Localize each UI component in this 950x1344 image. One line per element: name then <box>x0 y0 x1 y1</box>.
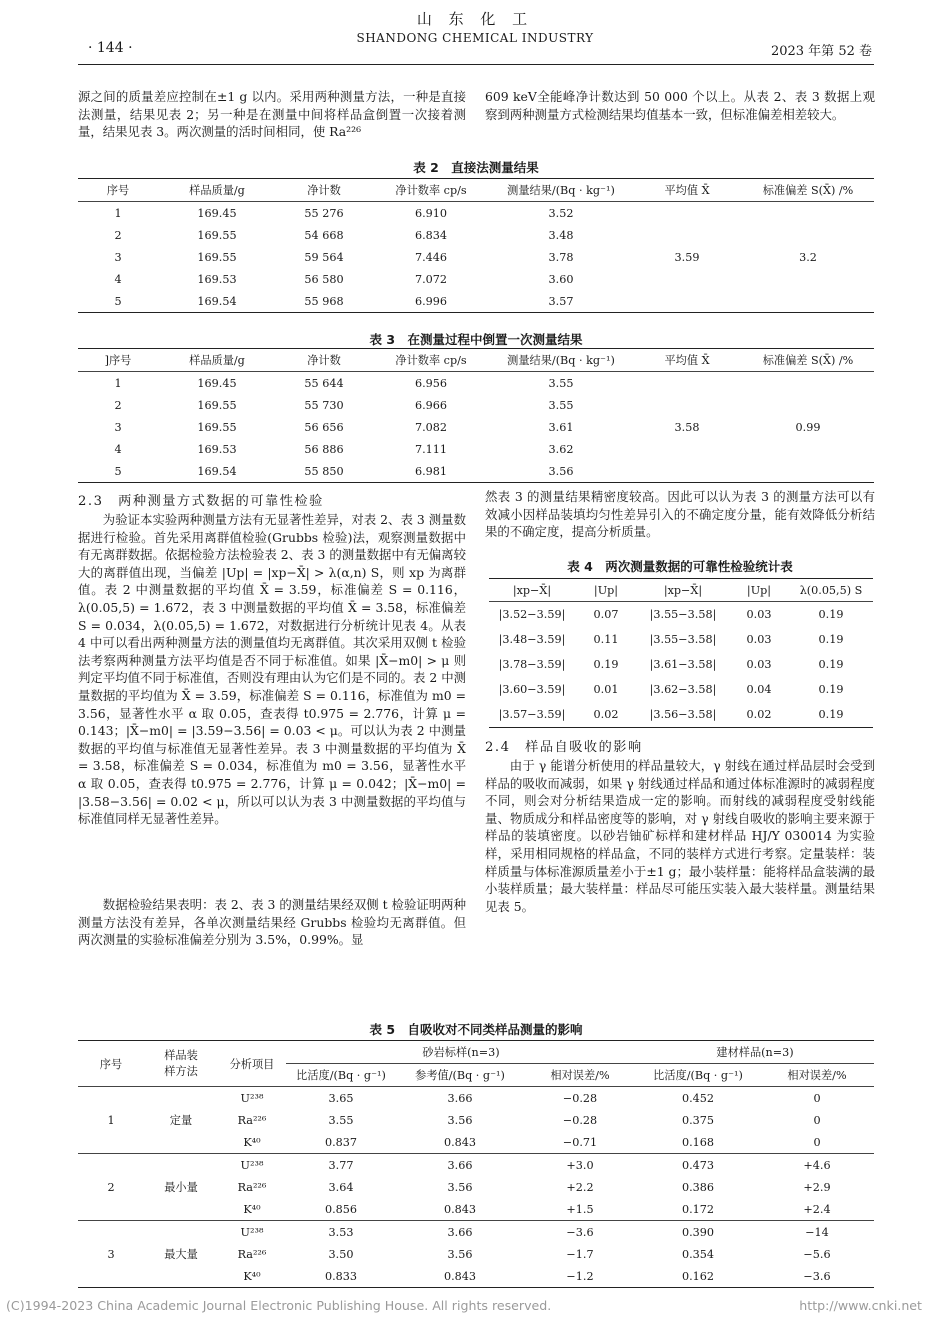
table3-cell: 3.61 <box>548 420 574 434</box>
table2-cell: 3.57 <box>548 294 574 308</box>
table4-header-4: λ(0.05,5) S <box>799 583 863 597</box>
table4-cell: |3.55−3.58| <box>649 633 717 646</box>
table5-h-group1: 砂岩标样(n=3) <box>286 1041 636 1064</box>
table4-cell: 0.01 <box>593 683 619 696</box>
table5-cell: 3.50 <box>328 1247 354 1261</box>
table5-group-method: 最小量 <box>164 1181 198 1194</box>
section-2-3-paragraph-1: 为验证本实验两种测量方法有无显著性差异，对表 2、表 3 测量数据进行检验。首先采用离群值检验(Grubbs 检验)法，观察测量数据中有无离群数据。依据检验方法检验表 2、表 3 的测量数据中有无偏离较大的离群值出现，当偏差 |Up| = |xp−X̄| > λ(α,n) S，则 xp 为离群值。表 2 中测量数据的平均值 X̄ = 3.59，标准偏差 S = 0.116，λ(0.05,5) = 1.672，表 3 中测量数据的平均值 X̄ = 3.58，标准偏差 S = 0.034，λ(0.05,5) = 1.672，对数据进行分析统计见表 4。从表 4 中可以看出两种测量方法的测量值均无离群值。其次采用双侧 t 检验法考察两种测量方法平均值是否不同于标准值。如果 |X̄−m0| > μ 则判定平均值不同于标准值，否则没有理由认为它们是不同的。表 2 中测量数据的平均值为 X̄ = 3.59，标准偏差 S = 0.116，标准值为 m0 = 3.56，显著性水平 α 取 0.05，查表得 t0.975 = 2.776，计算 μ = 0.143；|X̄−m0| = |3.59−3.56| = 0.03 < μ。可以认为表 2 中测量数据的平均值与标准值无显著性差异。表 3 中测量数据的平均值为 X̄ = 3.58，标准偏差 S = 0.034，标准值为 m0 = 3.56，显著性水平 α 取 0.05，查表得 t0.975 = 2.776，计算 μ = 0.042；|X̄−m0| = |3.58−3.56| = 0.02 < μ，所以可以认为表 3 中测量数据的平均值与标准值同样无显著性差异。 <box>78 512 466 827</box>
table2-caption: 表 2 直接法测量结果 <box>413 160 539 175</box>
table-row <box>489 677 873 702</box>
table5-sub-3: 比活度/(Bq · g⁻¹) <box>653 1069 743 1082</box>
table4-header-3: |Up| <box>746 583 772 597</box>
section-2-3-paragraph-2: 数据检验结果表明：表 2、表 3 的测量结果经双侧 t 检验证明两种测量方法没有差异，各单次测量结果经 Grubbs 检验均无离群值。但两次测量的实验标准偏差分别为 3.5%，0.99%。显 <box>78 897 466 948</box>
table3-cell: 6.956 <box>414 376 448 390</box>
table-row <box>78 202 874 225</box>
table4-cell: 0.04 <box>746 683 772 696</box>
table5-cell: 0.375 <box>681 1113 715 1127</box>
table5-item-label: U²³⁸ <box>240 1225 264 1239</box>
table5-h-method: 样品装样方法 <box>144 1041 218 1087</box>
table5-cell: −3.6 <box>803 1269 831 1283</box>
table5-group-number: 2 <box>107 1180 115 1194</box>
table5-item-label: K⁴⁰ <box>243 1202 261 1216</box>
table3-cell: 2 <box>114 398 122 412</box>
table5-item-label: Ra²²⁶ <box>237 1113 267 1127</box>
table4-cell: 0.11 <box>593 633 619 646</box>
table5-cell: 3.66 <box>447 1091 473 1105</box>
table-row <box>78 372 874 395</box>
table5-item-label: Ra²²⁶ <box>237 1247 267 1261</box>
table3-header-4: 测量结果/(Bq · kg⁻¹) <box>507 354 615 367</box>
table4-cell: 0.03 <box>746 658 772 671</box>
table5-cell: −0.28 <box>562 1113 598 1127</box>
table2-cell: 4 <box>114 272 122 286</box>
table2-cell: 169.55 <box>197 250 237 264</box>
table5-item-label: K⁴⁰ <box>243 1269 261 1283</box>
table3-cell: 6.966 <box>414 398 448 412</box>
table3-header-1: 样品质量/g <box>189 354 245 367</box>
table3-cell: 7.082 <box>414 420 448 434</box>
table2-cell: 6.910 <box>414 206 448 220</box>
table2-cell: 55 968 <box>304 294 344 308</box>
table5-cell: −1.2 <box>566 1269 594 1283</box>
header-rule <box>78 64 874 65</box>
table3 <box>78 348 874 483</box>
table5-cell: −3.6 <box>566 1225 594 1239</box>
table4-header-1: |Up| <box>593 583 619 597</box>
table4-header-2: |xp−X̄| <box>663 583 703 597</box>
table4-cell: 0.07 <box>593 608 619 621</box>
page-number: · 144 · <box>88 40 133 56</box>
table4-header-row <box>489 579 873 602</box>
table2-header-row <box>78 179 874 202</box>
table3-cell: 3.56 <box>548 464 574 478</box>
table5-cell: 3.53 <box>328 1225 354 1239</box>
table5-cell: 0.833 <box>324 1269 358 1283</box>
journal-title-en: SHANDONG CHEMICAL INDUSTRY <box>356 31 594 45</box>
table5-group-method: 定量 <box>169 1114 193 1127</box>
table2 <box>78 178 874 313</box>
table3-cell: 7.111 <box>414 442 448 456</box>
table3-cell: 3 <box>114 420 122 434</box>
table4-cell: |3.62−3.58| <box>649 683 717 696</box>
table-row <box>78 1087 874 1110</box>
table4-cell: |3.57−3.59| <box>498 708 566 721</box>
table-row <box>489 602 873 628</box>
table3-header-5: 平均值 X̄ <box>664 354 710 367</box>
right-mid-paragraph: 然表 3 的测量结果精密度较高。因此可以认为表 3 的测量方法可以有效减小因样品装填均匀性差异引入的不确定度分量，能有效降低分析结果的不确定度，提高分析质量。 <box>485 489 875 540</box>
table5-cell: +2.2 <box>566 1180 594 1194</box>
left-top-paragraph: 源之间的质量差应控制在±1 g 以内。采用两种测量方法，一种是直接法测量，结果见表 2；另一种是在测量中间将样品盒倒置一次接着测量，结果见表 3。两次测量的活时间相同，使 Ra²²⁶ <box>78 89 466 140</box>
table5-cell: 0.172 <box>681 1202 715 1216</box>
table5-cell: +3.0 <box>566 1158 594 1172</box>
table5-cell: 0.843 <box>443 1269 477 1283</box>
table5-cell: 3.66 <box>447 1158 473 1172</box>
table4-cell: |3.78−3.59| <box>498 658 566 671</box>
table3-mean-value: 3.58 <box>674 420 700 434</box>
table5-h-group2: 建材样品(n=3) <box>636 1041 874 1064</box>
table4-cell: |3.52−3.59| <box>498 608 566 621</box>
table5-cell: 0.168 <box>681 1135 715 1149</box>
table2-header-2: 净计数 <box>307 184 341 197</box>
table-row <box>489 702 873 728</box>
table5-cell: −5.6 <box>803 1247 831 1261</box>
table3-cell: 169.53 <box>197 442 237 456</box>
table5-cell: 3.56 <box>447 1113 473 1127</box>
table5-cell: +4.6 <box>803 1158 831 1172</box>
table4 <box>489 578 873 728</box>
table5-cell: 3.64 <box>328 1180 354 1194</box>
table4-cell: 0.19 <box>593 658 619 671</box>
table3-cell: 169.55 <box>197 398 237 412</box>
table5-cell: 0.843 <box>443 1135 477 1149</box>
table5-cell: 3.56 <box>447 1247 473 1261</box>
table2-cell: 54 668 <box>304 228 344 242</box>
table5-cell: 0.162 <box>681 1269 715 1283</box>
table5-cell: 3.66 <box>447 1225 473 1239</box>
table5-cell: 0.354 <box>681 1247 715 1261</box>
table2-header-3: 净计数率 cp/s <box>395 184 467 197</box>
table2-cell: 169.53 <box>197 272 237 286</box>
table5-cell: +2.9 <box>803 1180 831 1194</box>
table2-header-1: 样品质量/g <box>189 184 245 197</box>
table4-header-0: |xp−X̄| <box>512 583 552 597</box>
table3-cell: 169.45 <box>197 376 237 390</box>
table5-cell: 0.386 <box>681 1180 715 1194</box>
table5-cell: 0.390 <box>681 1225 715 1239</box>
table4-cell: |3.48−3.59| <box>498 633 566 646</box>
table5-cell: 0.856 <box>324 1202 358 1216</box>
table5-cell: −0.28 <box>562 1091 598 1105</box>
table4-cell: 0.19 <box>818 608 844 621</box>
table4-cell: 0.19 <box>818 633 844 646</box>
table2-cell: 169.45 <box>197 206 237 220</box>
table3-cell: 56 656 <box>304 420 344 434</box>
table5-cell: 3.77 <box>328 1158 354 1172</box>
table3-cell: 3.62 <box>548 442 574 456</box>
journal-title-cn: 山 东 化 工 <box>416 10 534 28</box>
table2-cell: 6.996 <box>414 294 448 308</box>
table5-cell: 0.452 <box>681 1091 715 1105</box>
table3-cell: 169.55 <box>197 420 237 434</box>
table2-header-0: 序号 <box>106 184 130 197</box>
table3-cell: 4 <box>114 442 122 456</box>
table2-cell: 5 <box>114 294 122 308</box>
table4-cell: |3.56−3.58| <box>649 708 717 721</box>
table3-header-row <box>78 349 874 372</box>
table2-sd-value: 3.2 <box>799 250 817 264</box>
table3-cell: 56 886 <box>304 442 344 456</box>
table2-cell: 3.52 <box>548 206 574 220</box>
section-2-4-paragraph: 由于 γ 能谱分析使用的样品量较大，γ 射线在通过样品层时会受到样品的吸收而减弱，如果 γ 射线通过样品和通过体标准源时的减弱程度不同，则会对分析结果造成一定的影响。而射线的减弱程度受射线能量、物质成分和样品密度等的影响，对 γ 射线自吸收的影响主要来源于样品的装填密度。以砂岩铀矿标样和建材样品 HJ/Y 030014 为实验样，采用相同规格的样品盒，不同的装样方式进行考察。定量装样：装样质量与体标准源质量差小于±1 g；最小装样量：能将样品盒装满的最小装样质量；最大装样量：样品尽可能压实装入最大装样量。测量结果见表 5。 <box>485 758 875 914</box>
volume-label: 2023 年第 52 卷 <box>770 44 872 59</box>
table5-caption: 表 5 自吸收对不同类样品测量的影响 <box>369 1022 583 1037</box>
table5-h-no: 序号 <box>78 1041 144 1087</box>
table3-cell: 1 <box>114 376 122 390</box>
table5-cell: 0.843 <box>443 1202 477 1216</box>
table2-cell: 1 <box>114 206 122 220</box>
table5-item-label: U²³⁸ <box>240 1091 264 1105</box>
table4-cell: 0.02 <box>746 708 772 721</box>
table3-sd-value: 0.99 <box>795 420 821 434</box>
table4-cell: 0.19 <box>818 708 844 721</box>
table2-cell: 3.48 <box>548 228 574 242</box>
table5-cell: 0 <box>813 1113 821 1127</box>
table-row <box>78 1154 874 1177</box>
section-2-3-title: 2.3 两种测量方式数据的可靠性检验 <box>78 494 324 509</box>
table5-item-label: K⁴⁰ <box>243 1135 261 1149</box>
table5-cell: 0.473 <box>681 1158 715 1172</box>
table3-cell: 55 730 <box>304 398 344 412</box>
table5-sub-0: 比活度/(Bq · g⁻¹) <box>296 1069 386 1082</box>
table5-cell: −1.7 <box>566 1247 594 1261</box>
table2-cell: 169.55 <box>197 228 237 242</box>
table3-cell: 55 644 <box>304 376 344 390</box>
table5-item-label: U²³⁸ <box>240 1158 264 1172</box>
table4-cell: 0.02 <box>593 708 619 721</box>
table5-cell: 0 <box>813 1091 821 1105</box>
table4-cell: 0.19 <box>818 658 844 671</box>
table5-cell: 3.65 <box>328 1091 354 1105</box>
table2-header-4: 测量结果/(Bq · kg⁻¹) <box>507 184 615 197</box>
table3-cell: 6.981 <box>414 464 448 478</box>
table3-cell: 5 <box>114 464 122 478</box>
table5-cell: −0.71 <box>562 1135 598 1149</box>
table2-cell: 59 564 <box>304 250 344 264</box>
table2-mean-value: 3.59 <box>674 250 700 264</box>
table5-cell: 0.837 <box>324 1135 358 1149</box>
table5-sub-2: 相对误差/% <box>550 1069 610 1082</box>
table2-cell: 55 276 <box>304 206 344 220</box>
table2-cell: 2 <box>114 228 122 242</box>
table3-cell: 3.55 <box>548 376 574 390</box>
table4-cell: |3.61−3.58| <box>649 658 717 671</box>
table2-header-5: 平均值 X̄ <box>664 184 710 197</box>
table2-cell: 6.834 <box>414 228 448 242</box>
table3-cell: 3.55 <box>548 398 574 412</box>
table3-caption: 表 3 在测量过程中倒置一次测量结果 <box>369 332 583 347</box>
table5-item-label: Ra²²⁶ <box>237 1180 267 1194</box>
table-row <box>78 1221 874 1244</box>
table5-cell: 0 <box>813 1135 821 1149</box>
table2-cell: 7.072 <box>414 272 448 286</box>
table4-cell: 0.03 <box>746 633 772 646</box>
table2-cell: 3.78 <box>548 250 574 264</box>
table2-cell: 7.446 <box>414 250 448 264</box>
table4-cell: |3.55−3.58| <box>649 608 717 621</box>
table2-header-6: 标准偏差 S(X̄) /% <box>762 184 854 197</box>
table-row <box>489 627 873 652</box>
table2-cell: 3 <box>114 250 122 264</box>
table5-group-method: 最大量 <box>164 1248 198 1261</box>
table3-header-6: 标准偏差 S(X̄) /% <box>762 354 854 367</box>
table3-header-0: ]序号 <box>104 354 132 367</box>
table4-cell: 0.19 <box>818 683 844 696</box>
table5-group-number: 1 <box>107 1113 115 1127</box>
table4-cell: |3.60−3.59| <box>498 683 566 696</box>
table2-cell: 169.54 <box>197 294 237 308</box>
table5-cell: −14 <box>805 1225 829 1239</box>
table5 <box>78 1040 874 1288</box>
table4-cell: 0.03 <box>746 608 772 621</box>
section-2-4-title: 2.4 样品自吸收的影响 <box>485 740 643 755</box>
table2-cell: 56 580 <box>304 272 344 286</box>
table-row <box>489 652 873 677</box>
table3-cell: 55 850 <box>304 464 344 478</box>
table5-h-item: 分析项目 <box>218 1041 286 1087</box>
table5-cell: 3.55 <box>328 1113 354 1127</box>
table2-cell: 3.60 <box>548 272 574 286</box>
table5-cell: +2.4 <box>803 1202 831 1216</box>
table3-header-3: 净计数率 cp/s <box>395 354 467 367</box>
table3-cell: 169.54 <box>197 464 237 478</box>
right-top-paragraph: 609 keV全能峰净计数达到 50 000 个以上。从表 2、表 3 数据上观察到两种测量方式检测结果均值基本一致，但标准偏差相差较大。 <box>485 89 875 122</box>
table5-group-number: 3 <box>107 1247 115 1261</box>
table5-cell: 3.56 <box>447 1180 473 1194</box>
copyright-text: (C)1994-2023 China Academic Journal Electronic Publishing House. All rights reserved. <box>6 1298 552 1313</box>
table4-caption: 表 4 两次测量数据的可靠性检验统计表 <box>567 559 793 574</box>
table5-sub-1: 参考值/(Bq · g⁻¹) <box>415 1069 505 1082</box>
table3-header-2: 净计数 <box>307 354 341 367</box>
table5-sub-4: 相对误差/% <box>787 1069 847 1082</box>
cnki-link[interactable]: http://www.cnki.net <box>799 1298 922 1313</box>
table5-cell: +1.5 <box>566 1202 594 1216</box>
